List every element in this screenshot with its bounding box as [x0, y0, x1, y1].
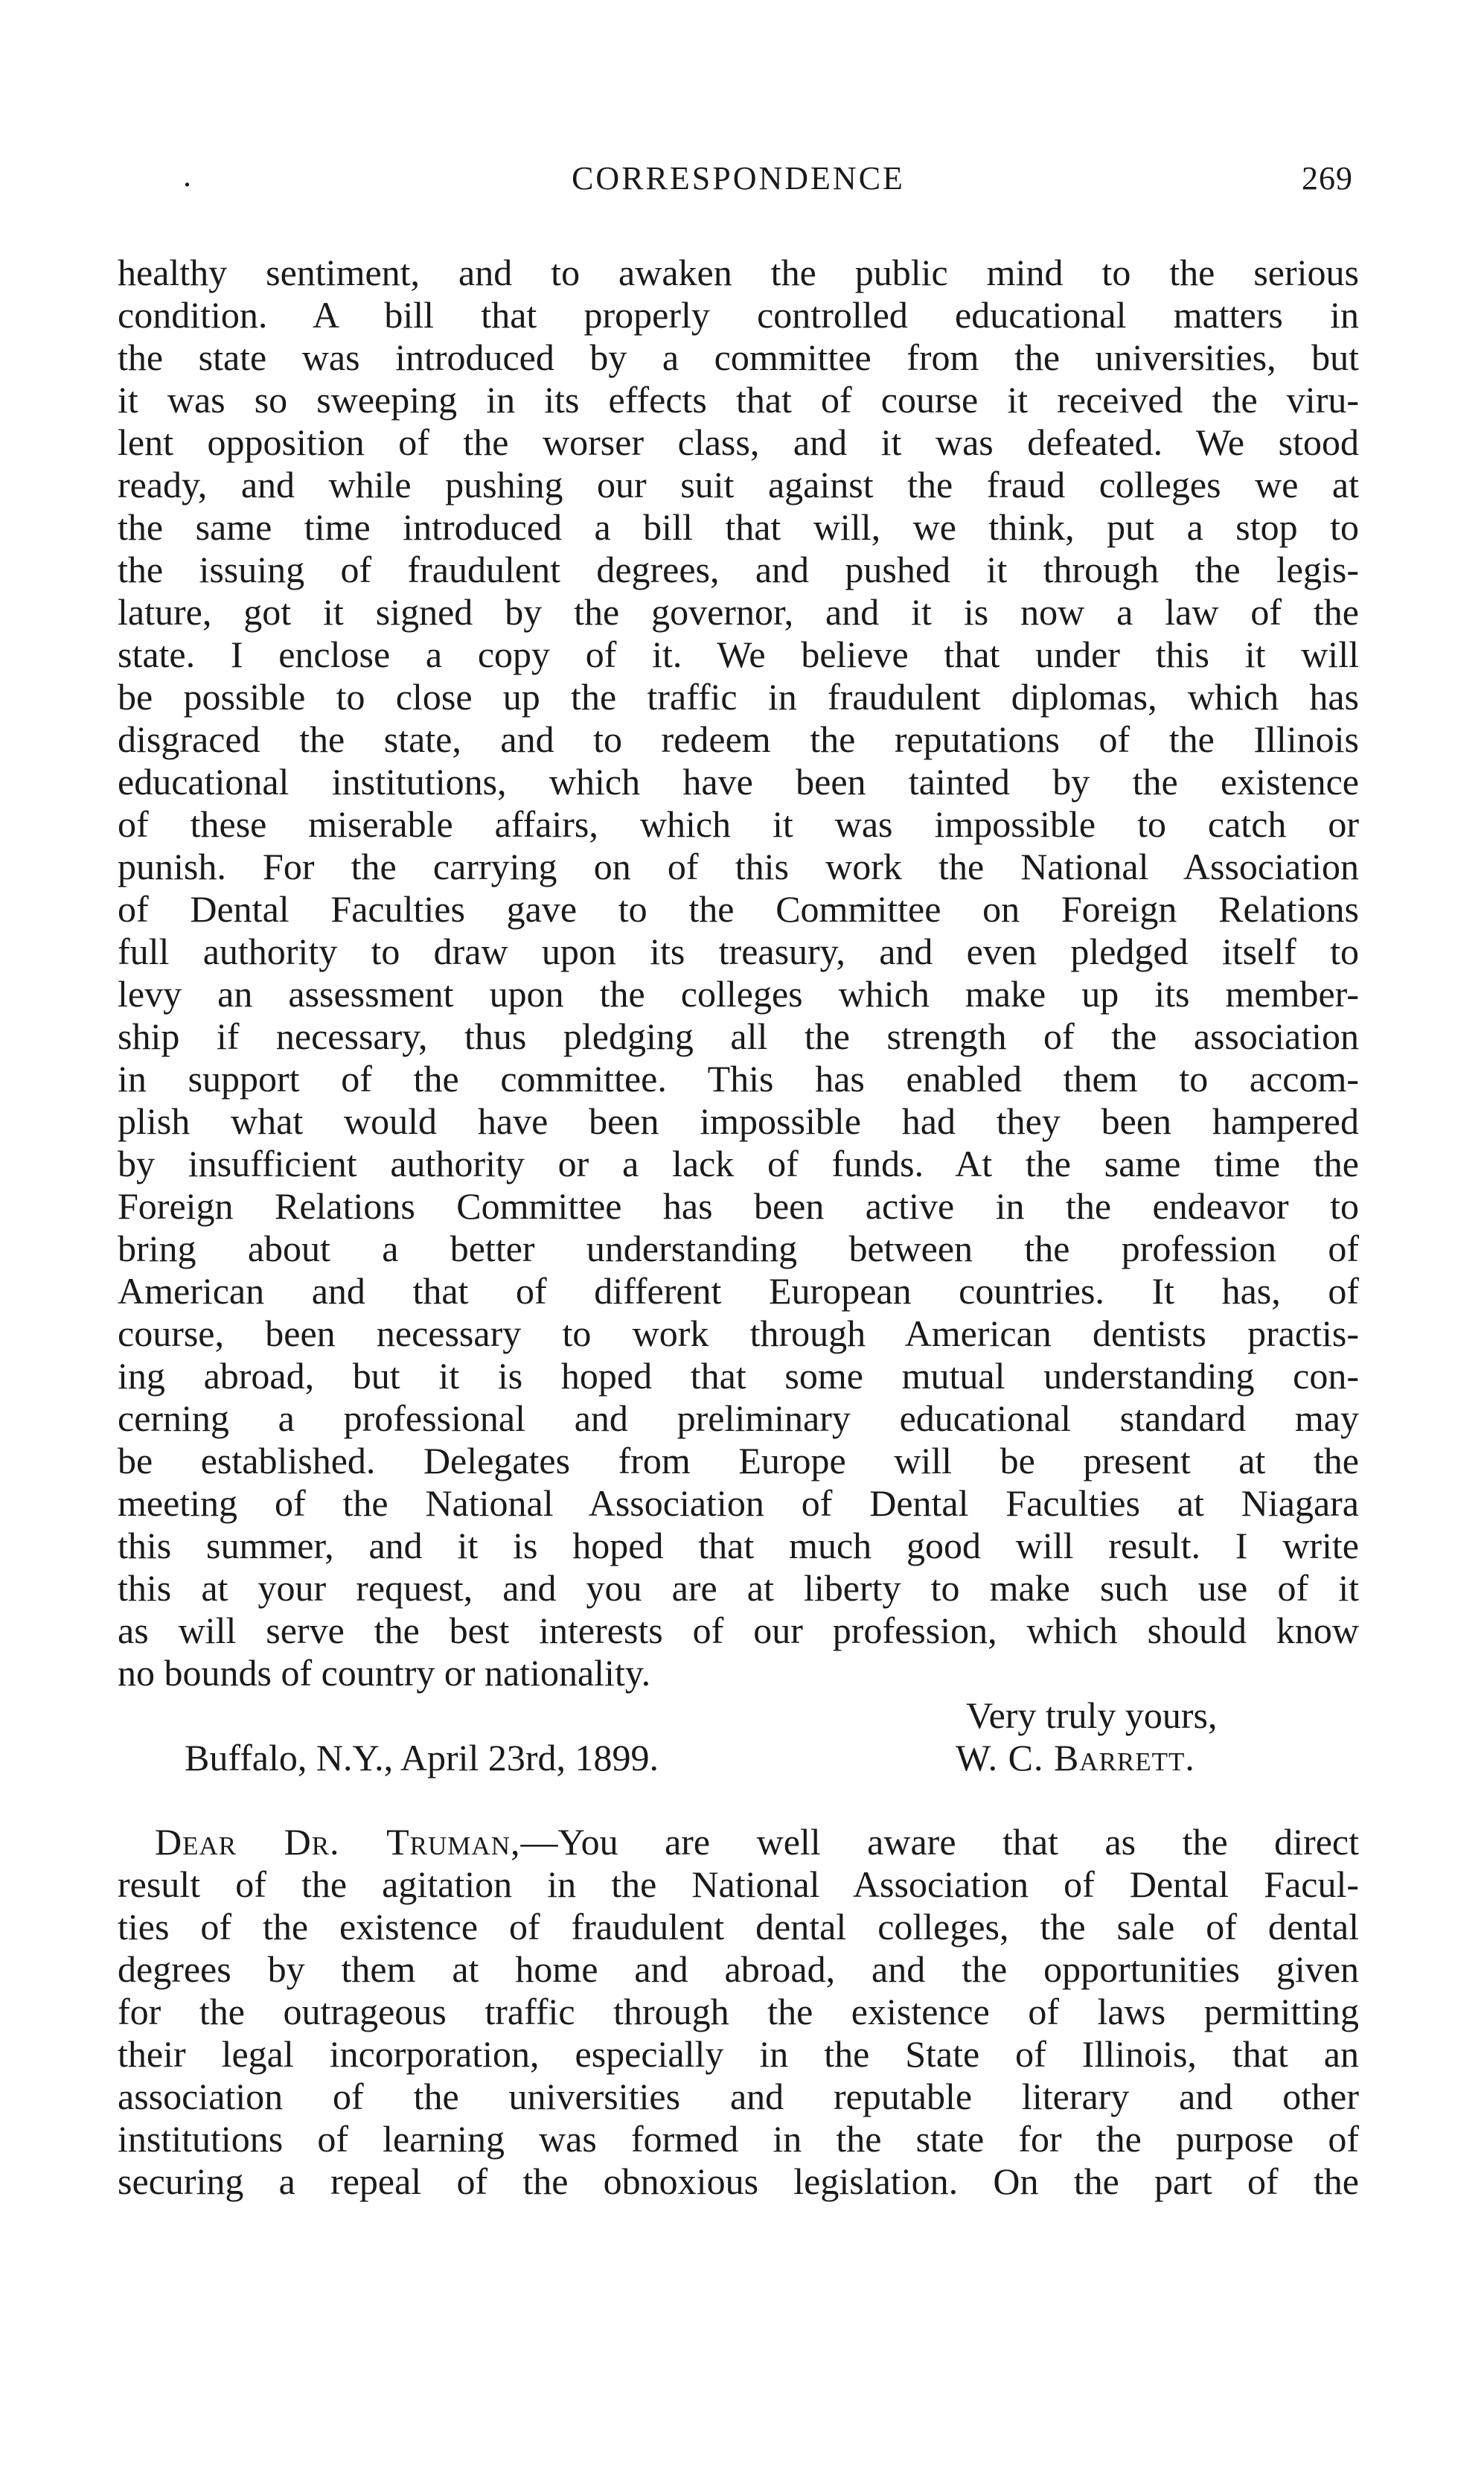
text-line: of these miserable affairs, which it was impossible to catch or: [118, 803, 1359, 845]
running-head-title: CORRESPONDENCE: [572, 160, 905, 197]
text-line: for the outrageous traffic through the existence of laws permitting: [118, 1991, 1359, 2032]
text-line: result of the agitation in the National Association of Dental Facul-: [118, 1863, 1359, 1905]
complimentary-close: Very truly yours,: [966, 1694, 1218, 1736]
text-line: course, been necessary to work through American dentists practis-: [118, 1312, 1359, 1354]
text-line: ready, and while pushing our suit against the fraud colleges we at: [118, 464, 1359, 505]
text-line: of Dental Faculties gave to the Committee on Foreign Relations: [118, 888, 1359, 930]
text-line: condition. A bill that properly controlled educational matters in: [118, 294, 1359, 336]
text-line: institutions of learning was formed in the state for the purpose of: [118, 2118, 1359, 2160]
page-number: 269: [1302, 160, 1353, 197]
text-line: be possible to close up the traffic in fraudulent diplomas, which has: [118, 676, 1359, 718]
letter-truman-body: [118, 1821, 1359, 2203]
text-line: cerning a professional and preliminary educational standard may: [118, 1397, 1359, 1439]
letter-barrett-body: [118, 252, 1359, 1694]
dateline: Buffalo, N.Y., April 23rd, 1899.: [185, 1737, 659, 1779]
running-head: [124, 159, 1353, 204]
text-line: be established. Delegates from Europe will be present at the: [118, 1440, 1359, 1481]
salutation-line: [118, 1821, 1359, 1863]
text-line: the issuing of fraudulent degrees, and pushed it through the legis-: [118, 549, 1359, 590]
salutation-continuation: —You are well aware that as the direct: [520, 1821, 1359, 1863]
text-line: healthy sentiment, and to awaken the public mind to the serious: [118, 252, 1359, 293]
salutation: Dear Dr. Truman,: [155, 1821, 521, 1863]
text-line: securing a repeal of the obnoxious legislation. On the part of the: [118, 2160, 1359, 2202]
text-line: Foreign Relations Committee has been active in the endeavor to: [118, 1185, 1359, 1227]
text-line: lature, got it signed by the governor, and it is now a law of the: [118, 591, 1359, 633]
text-line: bring about a better understanding between the profession of: [118, 1228, 1359, 1269]
text-line: punish. For the carrying on of this work the National Association: [118, 846, 1359, 887]
text-line: the same time introduced a bill that will, we think, put a stop to: [118, 506, 1359, 548]
text-line: this at your request, and you are at liberty to make such use of it: [118, 1567, 1359, 1609]
text-line: meeting of the National Association of Dental Faculties at Niagara: [118, 1482, 1359, 1524]
text-line: disgraced the state, and to redeem the reputations of the Illinois: [118, 718, 1359, 760]
text-line: degrees by them at home and abroad, and the opportunities given: [118, 1948, 1359, 1990]
text-line: state. I enclose a copy of it. We believe that under this it will: [118, 634, 1359, 675]
text-line: in support of the committee. This has enabled them to accom-: [118, 1058, 1359, 1100]
text-line: ing abroad, but it is hoped that some mutual understanding con-: [118, 1355, 1359, 1397]
text-line: the state was introduced by a committee from the universities, but: [118, 336, 1359, 378]
running-head-dot: .: [183, 157, 194, 194]
text-line: educational institutions, which have been tainted by the existence: [118, 761, 1359, 803]
text-line: levy an assessment upon the colleges which make up its member-: [118, 973, 1359, 1015]
text-line: no bounds of country or nationality.: [118, 1652, 651, 1694]
text-line: plish what would have been impossible had they been hampered: [118, 1100, 1359, 1142]
text-line: full authority to draw upon its treasury, and even pledged itself to: [118, 931, 1359, 972]
text-line: as will serve the best interests of our profession, which should know: [118, 1610, 1359, 1651]
text-line: their legal incorporation, especially in the State of Illinois, that an: [118, 2033, 1359, 2075]
text-line: by insufficient authority or a lack of funds. At the same time the: [118, 1143, 1359, 1184]
text-line: American and that of different European countries. It has, of: [118, 1270, 1359, 1312]
text-line: it was so sweeping in its effects that of course it received the viru-: [118, 379, 1359, 421]
text-line: ties of the existence of fraudulent dental colleges, the sale of dental: [118, 1906, 1359, 1948]
text-line: this summer, and it is hoped that much good will result. I write: [118, 1525, 1359, 1566]
text-line: lent opposition of the worser class, and it was defeated. We stood: [118, 421, 1359, 463]
text-line: association of the universities and reputable literary and other: [118, 2076, 1359, 2117]
text-line: ship if necessary, thus pledging all the strength of the association: [118, 1015, 1359, 1057]
signer-name: W. C. Barrett.: [956, 1737, 1195, 1779]
